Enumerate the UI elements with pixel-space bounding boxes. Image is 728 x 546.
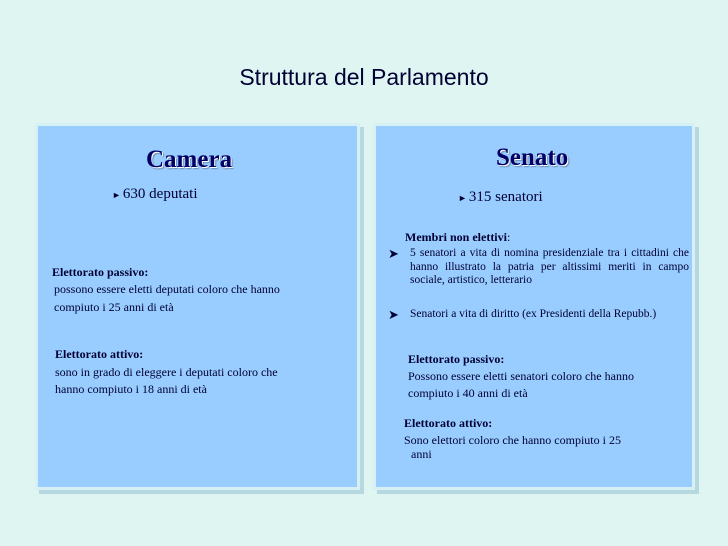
senato-active-text-1: Sono elettori coloro che hanno compiuto i 25: [404, 433, 621, 447]
senato-passive-label: Elettorato passivo:: [408, 352, 505, 366]
non-elective-label-colon: :: [506, 230, 511, 244]
triangle-bullet-icon: ►: [112, 189, 121, 200]
arrow-bullet-icon: ➤: [388, 246, 399, 261]
camera-panel: [38, 126, 357, 487]
senato-panel: [376, 126, 692, 487]
senato-count-text: 315 senatori: [468, 189, 543, 205]
list-item: [388, 307, 689, 322]
camera-heading: Camera: [146, 146, 233, 173]
camera-count: [112, 186, 198, 203]
triangle-bullet-icon: ►: [458, 192, 467, 203]
senato-heading: Senato: [496, 144, 569, 171]
camera-passive-text-2: compiuto i 25 anni di età: [54, 300, 174, 314]
bullet-text: Senatori a vita di diritto (ex Presidenti della Repubb.): [410, 308, 657, 320]
senato-count: [458, 189, 543, 206]
camera-active-text-2: hanno compiuto i 18 anni di età: [55, 382, 207, 396]
senato-passive-text-2: compiuto i 40 anni di età: [408, 386, 528, 400]
slide-title: Struttura del Parlamento: [239, 64, 489, 90]
non-elective-label: [405, 230, 510, 245]
senato-active-text-2: anni: [411, 447, 432, 461]
camera-passive-label: Elettorato passivo:: [52, 265, 149, 279]
bullet-text: 5 senatori a vita di nomina presidenziale tra i cittadini che hanno illustrato la patria per altissimi meriti in campo sociale, artistico, letterario: [410, 247, 689, 286]
senato-active-label: Elettorato attivo:: [404, 416, 493, 430]
camera-passive-text-1: possono essere eletti deputati coloro che hanno: [54, 282, 280, 296]
senato-passive-text-1: Possono essere eletti senatori coloro che hanno: [408, 369, 634, 383]
arrow-bullet-icon: ➤: [388, 307, 399, 322]
non-elective-label-text: Membri non elettivi: [405, 230, 507, 244]
camera-count-text: 630 deputati: [122, 186, 198, 202]
list-item: [388, 246, 689, 288]
camera-active-label: Elettorato attivo:: [55, 347, 144, 361]
camera-active-text-1: sono in grado di eleggere i deputati coloro che: [55, 365, 278, 379]
